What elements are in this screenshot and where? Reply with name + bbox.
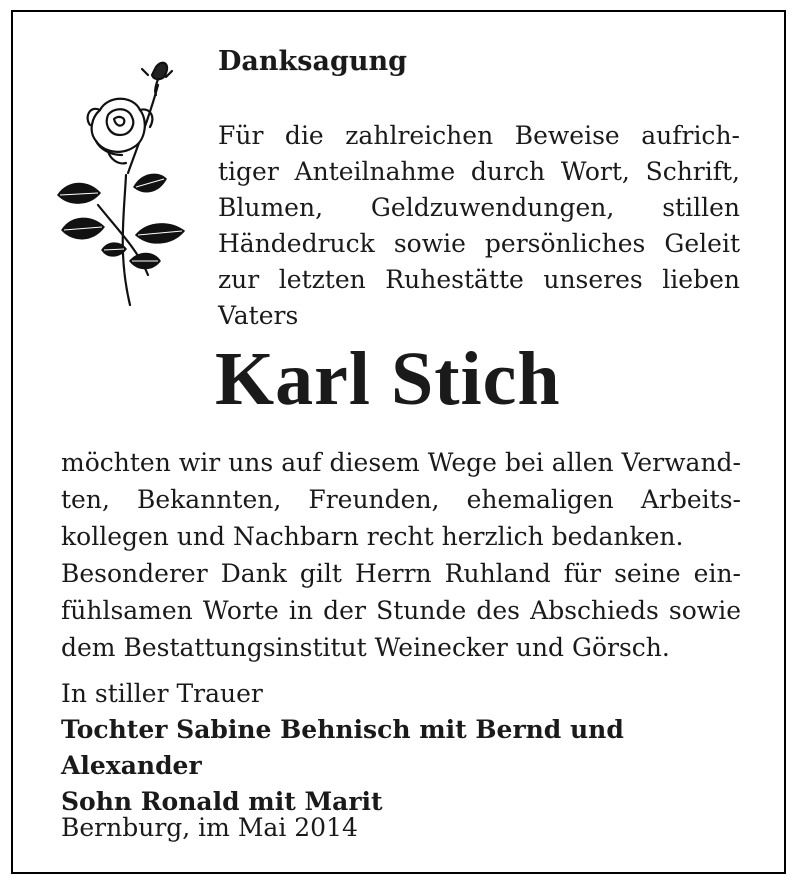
body-line: ten, Bekannten, Freunden, ehemaligen Arbeits- — [61, 485, 741, 514]
deceased-name: Karl Stich — [215, 337, 561, 421]
rose-icon — [38, 55, 192, 310]
intro-line: Blumen, Geldzuwendungen, stillen — [218, 193, 740, 222]
mourner-line: Tochter Sabine Behnisch mit Bernd und Alexander — [61, 715, 624, 780]
intro-line: Händedruck sowie persönliches Geleit — [218, 229, 740, 258]
mourner-line: Sohn Ronald mit Marit — [61, 787, 383, 816]
body-line: kollegen und Nachbarn recht herzlich bedanken. — [61, 522, 684, 551]
intro-line: Für die zahlreichen Beweise aufrich- — [218, 121, 740, 150]
place-date: Bernburg, im Mai 2014 — [61, 813, 358, 842]
intro-line: Vaters — [218, 301, 299, 330]
notice-heading: Danksagung — [218, 46, 407, 77]
intro-line: tiger Anteilnahme durch Wort, Schrift, — [218, 157, 740, 186]
mourners-list — [61, 712, 751, 820]
mourning-lead: In stiller Trauer — [61, 679, 263, 708]
intro-line: zur letzten Ruhestätte unseres lieben — [218, 265, 740, 294]
body-line: fühlsamen Worte in der Stunde des Abschieds sowie — [61, 596, 741, 625]
body-line: Besonderer Dank gilt Herrn Ruhland für seine ein- — [61, 559, 741, 588]
body-line: möchten wir uns auf diesem Wege bei allen Verwand- — [61, 448, 741, 477]
body-line: dem Bestattungsinstitut Weinecker und Görsch. — [61, 633, 670, 662]
thanks-paragraph — [61, 444, 741, 666]
intro-paragraph — [218, 118, 740, 334]
